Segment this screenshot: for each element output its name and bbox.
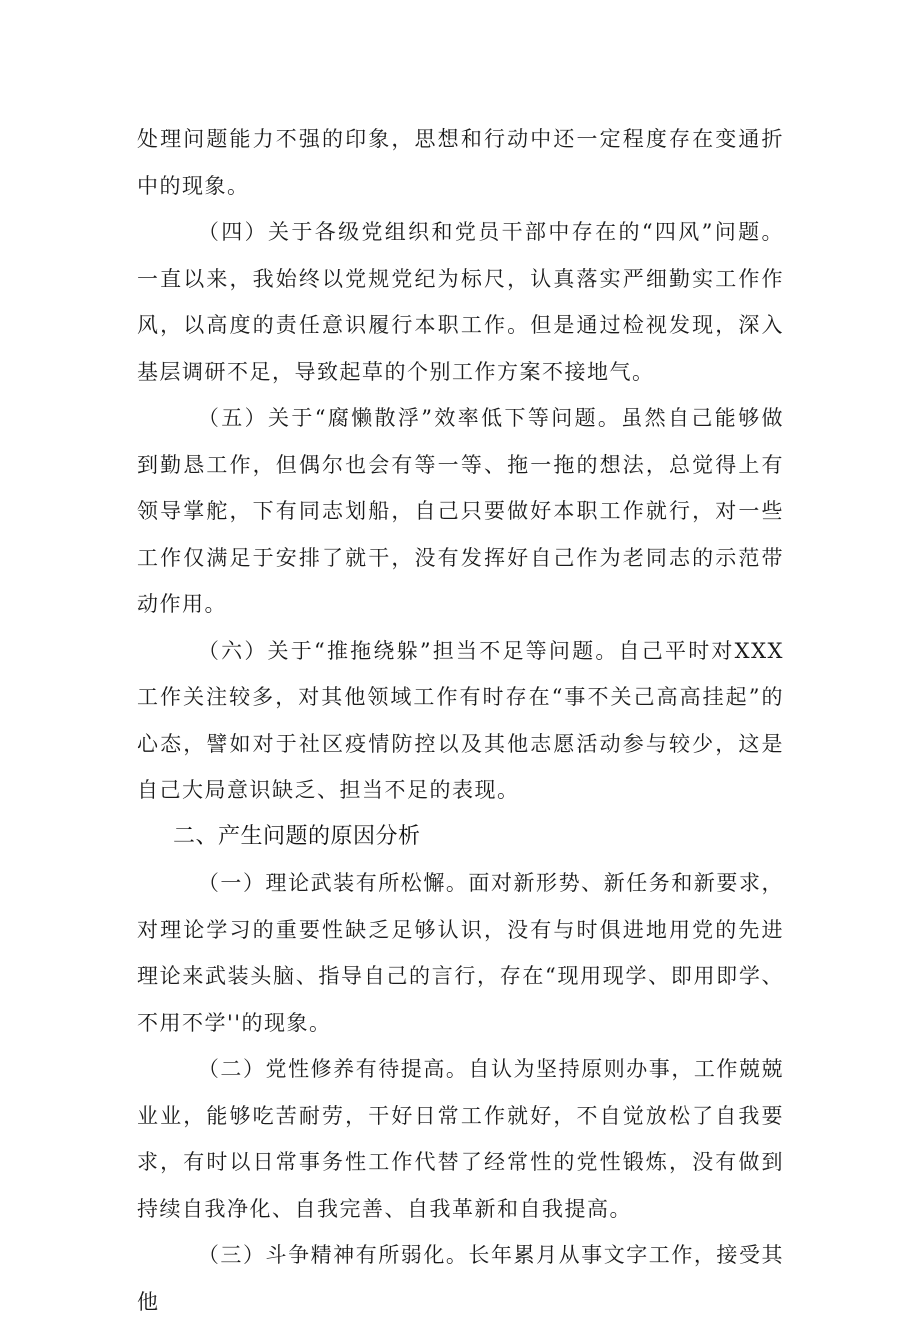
paragraph-reason-theory: （一）理论武装有所松懈。面对新形势、新任务和新要求，对理论学习的重要性缺乏足够认识，没有与时俱进地用党的先进理论来武装头脑、指导自己的言行，存在“现用现学、即用即学、不用不学''的现象。	[137, 871, 784, 1035]
paragraph-four-winds: （四）关于各级党组织和党员干部中存在的“四风”问题。一直以来，我始终以党规党纪为标尺，认真落实严细勤实工作作风，以高度的责任意识履行本职工作。但是通过检视发现，深入基层调研不足，导致起草的个别工作方案不接地气。	[137, 220, 784, 384]
paragraph-responsibility: （六）关于“推拖绕躲”担当不足等问题。自己平时对XXX工作关注较多，对其他领域工作有时存在“事不关己高高挂起”的心态，譬如对于社区疫情防控以及其他志愿活动参与较少，这是自己大局意识缺乏、担当不足的表现。	[137, 638, 784, 802]
section-heading: 二、产生问题的原因分析	[173, 823, 421, 849]
paragraph-reason-struggle: （三）斗争精神有所弱化。长年累月从事文字工作，接受其他	[137, 1243, 784, 1314]
document-body	[137, 116, 784, 1325]
paragraph-reason-party-spirit: （二）党性修养有待提高。自认为坚持原则办事，工作兢兢业业，能够吃苦耐劳，干好日常工作就好，不自觉放松了自我要求，有时以日常事务性工作代替了经常性的党性锻炼，没有做到持续自我净化、自我完善、自我革新和自我提高。	[137, 1057, 784, 1221]
paragraph-continuation: 处理问题能力不强的印象，思想和行动中还一定程度存在变通折中的现象。	[137, 127, 784, 198]
paragraph-efficiency: （五）关于“腐懒散浮”效率低下等问题。虽然自己能够做到勤恳工作，但偶尔也会有等一等、拖一拖的想法，总觉得上有领导掌舵，下有同志划船，自己只要做好本职工作就行，对一些工作仅满足于安排了就干，没有发挥好自己作为老同志的示范带动作用。	[137, 406, 784, 616]
